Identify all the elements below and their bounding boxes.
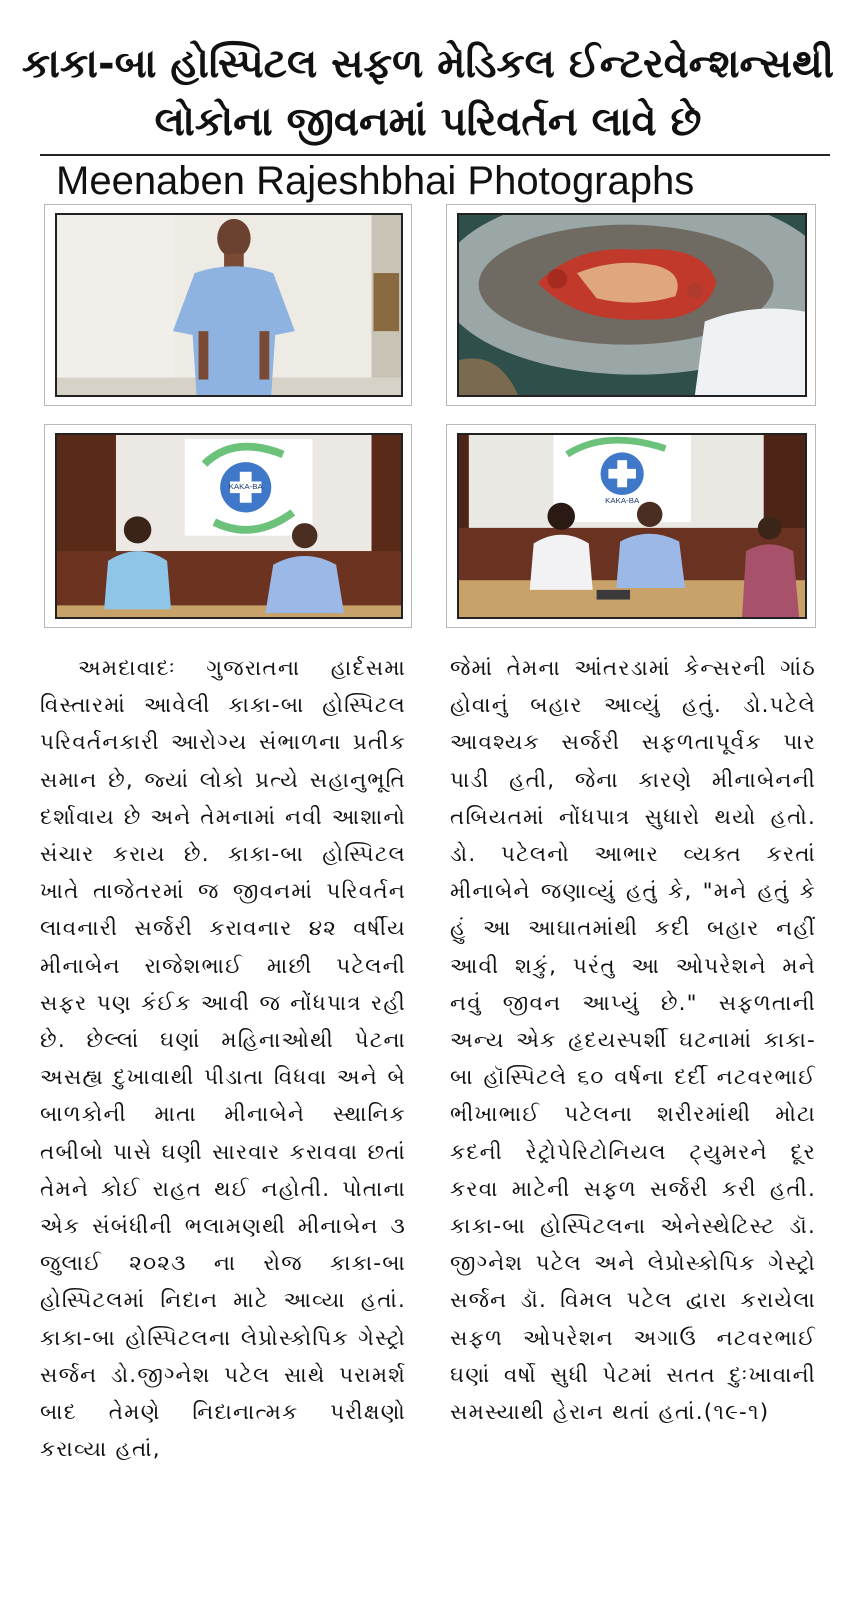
photo-meeting-frame (446, 424, 816, 628)
photo-meeting (457, 433, 807, 619)
photo-consultation (55, 433, 403, 619)
photo-patient-standing (55, 213, 403, 397)
headline-line-2: લોકોના જીવનમાં પરિવર્તન લાવે છે (154, 98, 702, 145)
article-column-right (450, 650, 816, 1431)
article-left-text: અમદાવાદઃ ગુજરાતના હાર્દસમા વિસ્તારમાં આવેલી કાકા-બા હોસ્પિટલ પરિવર્તનકારી આરોગ્ય સંભાળના પ્રતીક સમાન છે, જ્યાં લોકો પ્રત્યે સહાનુભૂતિ દર્શાવાય છે અને તેમનામાં નવી આશાનો સંચાર કરાય છે. કાકા-બા હોસ્પિટલ ખાતે તાજેતરમાં જ જીવનમાં પરિવર્તન લાવનારી સર્જરી કરાવનાર ૪૨ વર્ષીય મીનાબેન રાજેશભાઈ માછી પટેલની સફર પણ કંઈક આવી જ નોંધપાત્ર રહી છે. છેલ્લાં ઘણાં મહિનાઓથી પેટના અસહ્ય દુખાવાથી પીડાતા વિધવા અને બે બાળકોની માતા મીનાબેને સ્થાનિક તબીબો પાસે ઘણી સારવાર કરાવવા છતાં તેમને કોઈ રાહત થઈ નહોતી. પોતાના એક સંબંધીની ભલામણથી મીનાબેન ૩ જુલાઈ ૨૦૨૩ ના રોજ કાકા-બા હોસ્પિટલમાં નિદાન માટે આવ્યા હતાં. કાકા-બા હોસ્પિટલના લેપ્રોસ્કોપિક ગેસ્ટ્રો સર્જન ડો.જીગ્નેશ પટેલ સાથે પરામર્શ બાદ તેમણે નિદાનાત્મક પરીક્ષણો કરાવ્યા હતાં, (40, 656, 406, 1463)
headline-line-1: કાકા-બા હોસ્પિટલ સફળ મેડિકલ ઈન્ટરવેન્શન્સથી (21, 40, 835, 87)
headline (20, 35, 836, 151)
photo-excised-tissue-frame (446, 204, 816, 406)
byline: Meenaben Rajeshbhai Photographs (56, 159, 695, 203)
headline-divider (40, 154, 830, 156)
photo-excised-tissue (457, 213, 807, 397)
projector-logo-text-2: KAKA-BA (605, 495, 640, 505)
projector-logo-text-1: KAKA-BA (228, 482, 263, 492)
article-right-text: જેમાં તેમના આંતરડામાં કેન્સરની ગાંઠ હોવાનું બહાર આવ્યું હતું. ડો.પટેલે આવશ્યક સર્જરી સફળતાપૂર્વક પાર પાડી હતી, જેના કારણે મીનાબેનની તબિયતમાં નોંધપાત્ર સુધારો થયો હતો. ડો. પટેલનો આભાર વ્યક્ત કરતાં મીનાબેને જણાવ્યું હતું કે, "મને હતું કે હું આ આઘાતમાંથી કદી બહાર નહીં આવી શકું, પરંતુ આ ઓપરેશને મને નવું જીવન આપ્યું છે." સફળતાની અન્ય એક હૃદયસ્પર્શી ઘટનામાં કાકા-બા હૉસ્પિટલે ૬૦ વર્ષના દર્દી નટવરભાઈ ભીખાભાઈ પટેલના શરીરમાંથી મોટા કદની રેટ્રોપેરિટોનિયલ ટ્યુમરને દૂર કરવા માટેની સફળ સર્જરી કરી હતી. કાકા-બા હોસ્પિટલના એનેસ્થેટિસ્ટ ડૉ. જીગ્નેશ પટેલ અને લેપ્રોસ્કોપિક ગેસ્ટ્રો સર્જન ડૉ. વિમલ પટેલ દ્વારા કરાયેલા સફળ ઓપરેશન અગાઉ નટવરભાઈ ઘણાં વર્ષો સુધી પેટમાં સતત દુઃખાવાની સમસ્યાથી હેરાન થતાં હતાં.(૧૯-૧) (450, 656, 816, 1426)
article-column-left (40, 650, 406, 1468)
photo-patient-standing-frame (44, 204, 412, 406)
photo-consultation-frame (44, 424, 412, 628)
